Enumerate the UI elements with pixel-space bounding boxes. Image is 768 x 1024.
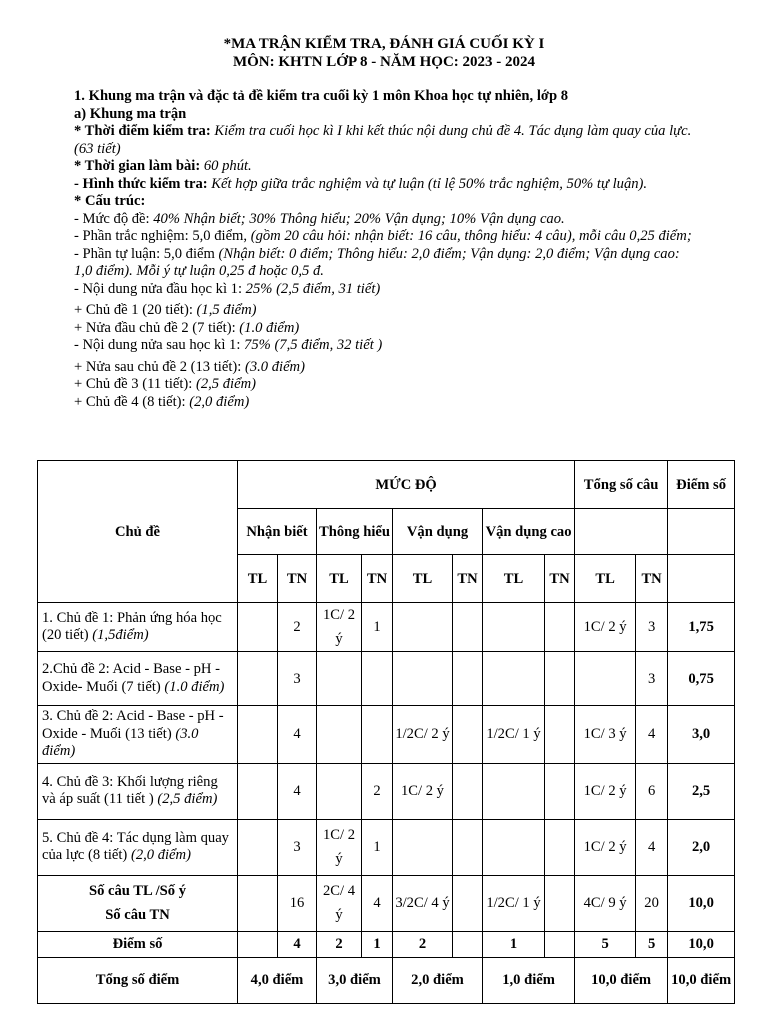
table-row <box>38 763 735 819</box>
table-cell <box>238 819 278 875</box>
table-cell <box>453 875 483 931</box>
table-cell: 3 <box>278 819 317 875</box>
level-line <box>74 211 698 229</box>
duration-line <box>74 158 698 176</box>
table-cell <box>453 706 483 764</box>
table-cell: 4 <box>278 931 317 957</box>
topic-score-note: (2,5 điểm) <box>157 791 218 807</box>
table-cell <box>393 819 453 875</box>
matrix-table <box>37 460 735 1004</box>
topic-cell <box>38 706 238 764</box>
total-questions-score: 10,0 điểm <box>575 957 668 1003</box>
score-row <box>38 931 735 957</box>
table-cell: 10,0 <box>668 875 735 931</box>
exam-time-line <box>74 123 698 158</box>
table-cell: 0,75 <box>668 652 735 706</box>
header-tl: TL <box>317 555 362 603</box>
table-cell: 1C/ 2 ý <box>317 603 362 652</box>
table-cell: 1 <box>362 931 393 957</box>
header-tn: TN <box>453 555 483 603</box>
header-empty <box>575 509 668 555</box>
section-heading: 1. Khung ma trận và đặc tả đề kiểm tra cuối kỳ 1 môn Khoa học tự nhiên, lớp 8 <box>74 88 569 104</box>
duration-value: 60 phút. <box>203 158 252 174</box>
count-row <box>38 875 735 931</box>
header-row-1 <box>38 461 735 509</box>
table-cell: 1C/ 3 ý <box>575 706 636 764</box>
table-cell <box>483 603 545 652</box>
table-cell: 2 <box>317 931 362 957</box>
header-topic: Chủ đề <box>38 461 238 603</box>
table-cell <box>393 603 453 652</box>
table-cell: 1 <box>362 819 393 875</box>
form-line <box>74 176 698 194</box>
header-tl: TL <box>483 555 545 603</box>
table-row <box>38 652 735 706</box>
table-cell: 1C/ 2 ý <box>393 763 453 819</box>
table-cell: 20 <box>636 875 668 931</box>
table-cell <box>238 931 278 957</box>
score-label: Điểm số <box>38 931 238 957</box>
header-tn: TN <box>545 555 575 603</box>
table-cell <box>453 819 483 875</box>
first-half-value: 25% (2,5 điểm, 31 tiết) <box>245 280 381 297</box>
total-thong-hieu: 3,0 điểm <box>317 957 393 1003</box>
topic-cell <box>38 603 238 652</box>
count-label-tn: Số câu TN <box>105 907 170 923</box>
table-cell <box>483 819 545 875</box>
topic1-prefix: + Chủ đề 1 (20 tiết): <box>74 302 193 318</box>
header-tl: TL <box>575 555 636 603</box>
table-cell: 1 <box>362 603 393 652</box>
header-thong-hieu: Thông hiểu <box>317 509 393 555</box>
mc-prefix: - Phần trắc nghiệm: 5,0 điểm, <box>74 228 248 244</box>
header-tl: TL <box>238 555 278 603</box>
header-empty <box>668 509 735 555</box>
topic-cell <box>38 652 238 706</box>
table-cell <box>317 706 362 764</box>
essay-line <box>74 246 698 281</box>
table-cell <box>545 931 575 957</box>
topic-name: 4. Chủ đề 3: Khối lượng riêng và áp suất (11 tiết ) <box>42 773 218 807</box>
table-cell: 3 <box>636 652 668 706</box>
count-label-tl: Số câu TL /Số ý <box>88 883 187 899</box>
topic2a-line <box>74 320 698 338</box>
topic4-value: (2,0 điểm) <box>189 393 250 410</box>
header-score: Điểm số <box>668 461 735 509</box>
table-cell <box>238 763 278 819</box>
table-cell: 4 <box>362 875 393 931</box>
header-tn: TN <box>278 555 317 603</box>
level-value: 40% Nhận biết; 30% Thông hiểu; 20% Vận dụng; 10% Vận dụng cao. <box>153 210 565 227</box>
document-title: *MA TRẬN KIỂM TRA, ĐÁNH GIÁ CUỐI KỲ I <box>223 36 545 52</box>
total-nhan-biet: 4,0 điểm <box>238 957 317 1003</box>
second-half-value: 75% (7,5 điểm, 32 tiết ) <box>244 337 383 353</box>
table-cell <box>317 652 362 706</box>
header-tn: TN <box>636 555 668 603</box>
structure-label: * Cấu trúc: <box>74 193 146 209</box>
form-value: Kết hợp giữa trắc nghiệm và tự luận (tỉ lệ 50% trắc nghiệm, 50% tự luận). <box>211 175 648 192</box>
mc-value: (gồm 20 câu hỏi: nhận biết: 16 câu, thông hiểu: 4 câu), mỗi câu 0,25 điểm; <box>250 228 692 244</box>
topic3-value: (2,5 điểm) <box>196 376 256 392</box>
table-cell <box>238 875 278 931</box>
header-tn: TN <box>362 555 393 603</box>
essay-prefix: - Phần tự luận: 5,0 điểm <box>74 245 215 262</box>
table-cell: 2,0 <box>668 819 735 875</box>
table-cell: 16 <box>278 875 317 931</box>
topic2b-line <box>74 359 698 377</box>
count-label <box>38 875 238 931</box>
topic-score-note: (3.0 điểm) <box>42 725 199 759</box>
second-half-line <box>74 337 698 355</box>
table-cell <box>483 763 545 819</box>
topic-name: 1. Chủ đề 1: Phản ứng hóa học (20 tiết) <box>42 609 222 643</box>
total-row <box>38 957 735 1003</box>
header-empty <box>668 555 735 603</box>
table-cell: 2 <box>362 763 393 819</box>
table-cell: 1 <box>483 931 545 957</box>
table-cell: 3/2C/ 4 ý <box>393 875 453 931</box>
table-cell: 3 <box>278 652 317 706</box>
second-half-prefix: - Nội dung nửa sau học kì 1: <box>74 337 241 353</box>
table-cell <box>453 603 483 652</box>
topic-name: 3. Chủ đề 2: Acid - Base - pH - Oxide - Muối (13 tiết) <box>42 708 224 742</box>
header-total-questions: Tổng số câu <box>575 461 668 509</box>
total-van-dung-cao: 1,0 điểm <box>483 957 575 1003</box>
table-row <box>38 603 735 652</box>
table-cell <box>453 763 483 819</box>
table-cell: 5 <box>575 931 636 957</box>
table-cell: 3 <box>636 603 668 652</box>
table-cell: 1/2C/ 1 ý <box>483 706 545 764</box>
exam-time-label: * Thời điểm kiểm tra: <box>74 123 211 139</box>
topic2a-prefix: + Nửa đầu chủ đề 2 (7 tiết): <box>74 319 236 336</box>
topic2a-value: (1.0 điểm) <box>239 319 300 336</box>
topic1-value: (1,5 điểm) <box>196 302 257 318</box>
table-cell <box>238 706 278 764</box>
document-subtitle: MÔN: KHTN LỚP 8 - NĂM HỌC: 2023 - 2024 <box>232 54 536 70</box>
total-score: 10,0 điểm <box>668 957 735 1003</box>
header-tl: TL <box>393 555 453 603</box>
table-cell: 4 <box>636 819 668 875</box>
table-cell <box>238 603 278 652</box>
table-cell: 1C/ 2 ý <box>575 819 636 875</box>
table-row <box>38 706 735 764</box>
table-cell <box>317 763 362 819</box>
table-cell <box>393 652 453 706</box>
table-cell: 6 <box>636 763 668 819</box>
table-cell: 2 <box>278 603 317 652</box>
topic3-prefix: + Chủ đề 3 (11 tiết): <box>74 376 193 392</box>
total-label: Tổng số điểm <box>38 957 238 1003</box>
table-cell: 1,75 <box>668 603 735 652</box>
table-cell <box>545 763 575 819</box>
exam-time-value: Kiểm tra cuối học kì I khi kết thúc nội dung chủ đề 4. Tác dụng làm quay của lực.(63 tiết) <box>74 123 692 157</box>
topic-name: 2.Chủ đề 2: Acid - Base - pH - Oxide- Muối (7 tiết) <box>42 661 220 695</box>
level-prefix: - Mức độ đề: <box>74 210 150 227</box>
table-cell: 1/2C/ 2 ý <box>393 706 453 764</box>
topic-score-note: (2,0 điểm) <box>130 847 191 863</box>
header-level: MỨC ĐỘ <box>238 461 575 509</box>
table-cell <box>238 652 278 706</box>
table-cell: 1C/ 2 ý <box>575 763 636 819</box>
topic-rows <box>38 603 735 876</box>
topic-cell <box>38 819 238 875</box>
topic4-prefix: + Chủ đề 4 (8 tiết): <box>74 393 186 410</box>
table-cell <box>545 819 575 875</box>
topic3-line <box>74 376 698 394</box>
table-row <box>38 819 735 875</box>
topic1-line <box>74 302 698 320</box>
table-cell: 2,5 <box>668 763 735 819</box>
header-van-dung: Vận dụng <box>393 509 483 555</box>
subsection-heading: a) Khung ma trận <box>74 105 187 122</box>
mc-line <box>74 228 698 246</box>
topic2b-prefix: + Nửa sau chủ đề 2 (13 tiết): <box>74 358 242 375</box>
table-cell: 10,0 <box>668 931 735 957</box>
table-cell <box>362 706 393 764</box>
header-van-dung-cao: Vận dụng cao <box>483 509 575 555</box>
table-cell <box>545 652 575 706</box>
intro-section <box>74 88 698 411</box>
table-cell: 1C/ 2 ý <box>575 603 636 652</box>
topic2b-value: (3.0 điểm) <box>244 358 305 375</box>
header-nhan-biet: Nhận biết <box>238 509 317 555</box>
total-van-dung: 2,0 điểm <box>393 957 483 1003</box>
form-label: - Hình thức kiểm tra: <box>74 175 208 192</box>
table-cell <box>545 875 575 931</box>
table-cell: 4C/ 9 ý <box>575 875 636 931</box>
table-cell: 1/2C/ 1 ý <box>483 875 545 931</box>
table-cell <box>575 652 636 706</box>
topic-score-note: (1.0 điểm) <box>164 678 225 695</box>
table-cell <box>483 652 545 706</box>
table-cell: 4 <box>636 706 668 764</box>
duration-label: * Thời gian làm bài: <box>74 158 201 174</box>
table-cell: 2C/ 4 ý <box>317 875 362 931</box>
table-cell <box>545 706 575 764</box>
table-cell: 1C/ 2 ý <box>317 819 362 875</box>
topic-cell <box>38 763 238 819</box>
first-half-prefix: - Nội dung nửa đầu học kì 1: <box>74 280 243 297</box>
table-cell: 4 <box>278 763 317 819</box>
table-cell <box>453 931 483 957</box>
table-cell: 2 <box>393 931 453 957</box>
topic-name: 5. Chủ đề 4: Tác dụng làm quay của lực (8 tiết) <box>42 829 229 863</box>
table-cell: 3,0 <box>668 706 735 764</box>
table-cell: 5 <box>636 931 668 957</box>
essay-value: (Nhận biết: 0 điểm; Thông hiểu: 2,0 điểm; Vận dụng: 2,0 điểm; Vận dụng cao: 1,0 điểm). Mỗi ý tự luận 0,25 đ hoặc 0,5 đ. <box>74 245 680 279</box>
table-cell: 4 <box>278 706 317 764</box>
table-cell <box>362 652 393 706</box>
topic4-line <box>74 394 698 412</box>
topic-score-note: (1,5điểm) <box>92 627 149 643</box>
first-half-line <box>74 281 698 299</box>
table-cell <box>545 603 575 652</box>
table-cell <box>453 652 483 706</box>
